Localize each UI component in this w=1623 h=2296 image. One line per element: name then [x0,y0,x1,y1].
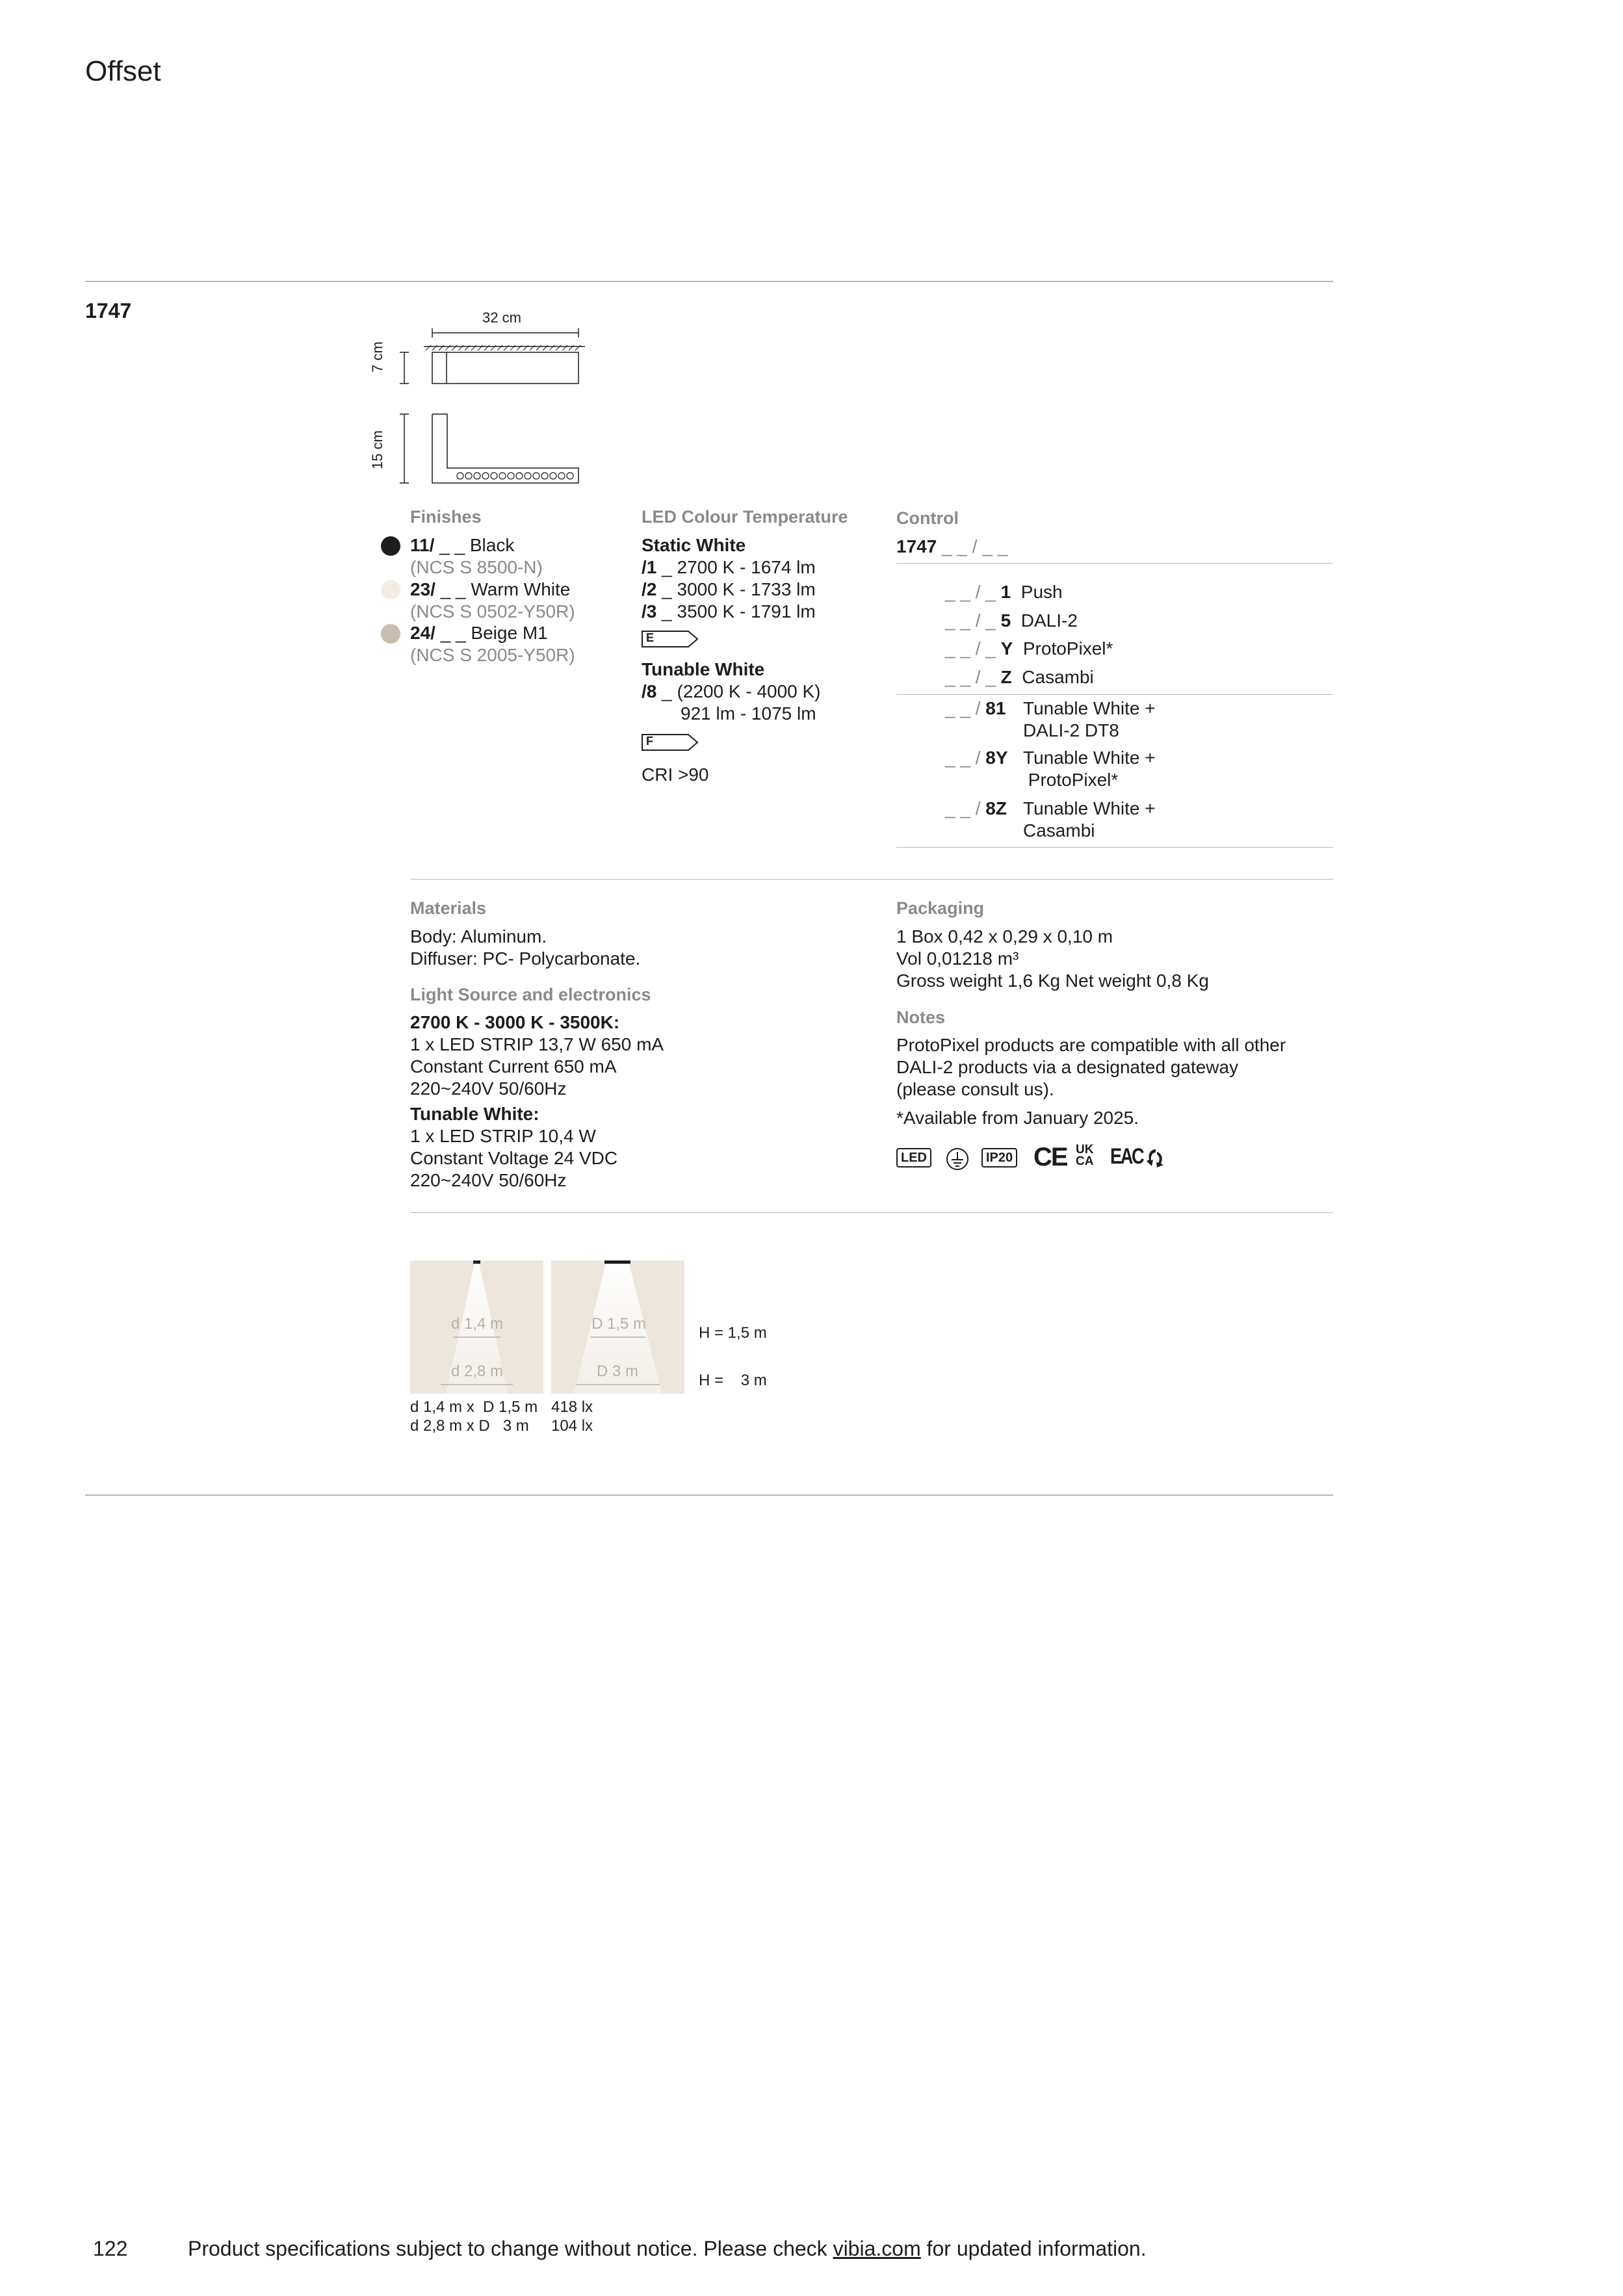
energy-class-tunable: F [642,734,699,751]
finish-beige: 24/ _ _ Beige M1 [410,623,548,643]
notes-availability: *Available from January 2025. [896,1108,1139,1128]
led-option-tunable: /8 _ (2200 K - 4000 K) [642,681,821,701]
ip20-badge: IP20 [981,1148,1017,1168]
height-top-dimension-label: 7 cm [369,341,385,372]
product-code: 1747 [85,299,132,322]
energy-class-static: E [642,631,699,647]
packaging-volume: Vol 0,01218 m³ [896,948,1019,969]
finish-black: 11/ _ _ Black [410,535,515,555]
height-label-1: H = 1,5 m [699,1324,767,1342]
control-8y-label: Tunable White + ProtoPixel* [1023,748,1156,790]
ground-class-icon [945,1147,970,1171]
light-source-static-title: 2700 K - 3000 K - 3500K: [410,1012,620,1032]
control-push: _ _ / _ 1 Push [945,582,1063,602]
finishes-header: Finishes [410,507,482,527]
cri-value: CRI >90 [642,764,709,785]
eac-mark-icon: EAC [1110,1144,1143,1169]
tunable-lumen: 921 lm - 1075 lm [681,703,816,724]
light-source-static-line1: 1 x LED STRIP 13,7 W 650 mA [410,1034,664,1054]
finish-swatch-beige [381,624,400,644]
finish-swatch-warm-white [381,580,400,599]
beam-diameter-row-1: d 1,4 m x D 1,5 m [410,1398,538,1416]
vibia-link[interactable]: vibia.com [833,2237,921,2260]
ce-mark-icon: CE [1033,1143,1067,1171]
height-bottom-dimension-label: 15 cm [369,430,385,469]
beam-right-top-label: D 1,5 m [591,1315,647,1333]
height-label-2: H = 3 m [699,1372,767,1389]
page-number: 122 [93,2237,128,2260]
control-divider-1 [896,563,1333,564]
control-divider-3 [896,847,1333,848]
light-source-header: Light Source and electronics [410,985,651,1004]
control-casambi: _ _ / _ Z Casambi [945,667,1094,687]
beam-left-top-label: d 1,4 m [451,1315,504,1333]
ukca-mark-icon: UK CA [1076,1143,1094,1168]
control-dali2: _ _ / _ 5 DALI-2 [945,610,1078,631]
footer-disclaimer: Product specifications subject to change without notice. Please check vibia.com for updated information. [188,2237,1147,2260]
notes-line-2: DALI-2 products via a designated gateway [896,1057,1239,1077]
light-source-tunable-line1: 1 x LED STRIP 10,4 W [410,1126,596,1146]
illuminance-row-1: 418 lx [551,1398,593,1416]
finish-swatch-black [381,536,400,556]
packaging-weight: Gross weight 1,6 Kg Net weight 0,8 Kg [896,971,1209,991]
notes-line-3: (please consult us). [896,1079,1054,1099]
control-81: _ _ / 81 [945,698,1006,718]
led-option-3000: /2 _ 3000 K - 1733 lm [642,579,816,599]
recycling-icon [1145,1147,1166,1170]
top-divider [85,281,1333,282]
led-header: LED Colour Temperature [642,507,848,527]
control-code: 1747 _ _ / _ _ [896,536,1008,556]
light-source-tunable-title: Tunable White: [410,1104,539,1124]
control-81-label: Tunable White + DALI-2 DT8 [1023,698,1156,740]
bottom-divider [85,1494,1333,1496]
led-badge: LED [896,1148,931,1168]
control-8z: _ _ / 8Z [945,798,1007,818]
finish-beige-ncs: (NCS S 2005-Y50R) [410,645,575,665]
control-header: Control [896,508,959,528]
materials-body: Body: Aluminum. [410,926,547,946]
control-8z-label: Tunable White + Casambi [1023,798,1156,841]
static-white-title: Static White [642,535,746,555]
materials-header: Materials [410,898,487,918]
beam-diameter-row-2: d 2,8 m x D 3 m [410,1417,529,1435]
materials-diffuser: Diffuser: PC- Polycarbonate. [410,948,641,969]
packaging-header: Packaging [896,898,985,918]
width-dimension-label: 32 cm [482,309,521,326]
beam-left-bottom-label: d 2,8 m [451,1363,504,1380]
finish-black-ncs: (NCS S 8500-N) [410,557,543,577]
beam-right-bottom-label: D 3 m [597,1363,639,1380]
page-title: Offset [85,55,161,87]
dimension-drawing [370,302,591,491]
packaging-box: 1 Box 0,42 x 0,29 x 0,10 m [896,926,1113,946]
notes-line-1: ProtoPixel products are compatible with all other [896,1035,1286,1055]
tunable-white-title: Tunable White [642,659,765,679]
light-source-tunable-line3: 220~240V 50/60Hz [410,1170,567,1190]
light-source-tunable-line2: Constant Voltage 24 VDC [410,1148,618,1168]
control-8y: _ _ / 8Y [945,748,1008,768]
light-source-static-line2: Constant Current 650 mA [410,1056,617,1076]
finish-warm-white: 23/ _ _ Warm White [410,579,571,599]
led-option-2700: /1 _ 2700 K - 1674 lm [642,557,816,577]
finish-warm-white-ncs: (NCS S 0502-Y50R) [410,601,575,621]
beam-diagram-large-d [551,1260,684,1394]
illuminance-row-2: 104 lx [551,1417,593,1435]
led-option-3500: /3 _ 3500 K - 1791 lm [642,601,816,621]
beam-diagram-small-d [410,1260,543,1394]
light-source-static-line3: 220~240V 50/60Hz [410,1078,567,1099]
control-divider-2 [896,694,1333,695]
specs-divider [410,879,1333,880]
control-protopixel: _ _ / _ Y ProtoPixel* [945,638,1113,659]
photometric-divider [410,1212,1333,1213]
notes-header: Notes [896,1008,946,1027]
